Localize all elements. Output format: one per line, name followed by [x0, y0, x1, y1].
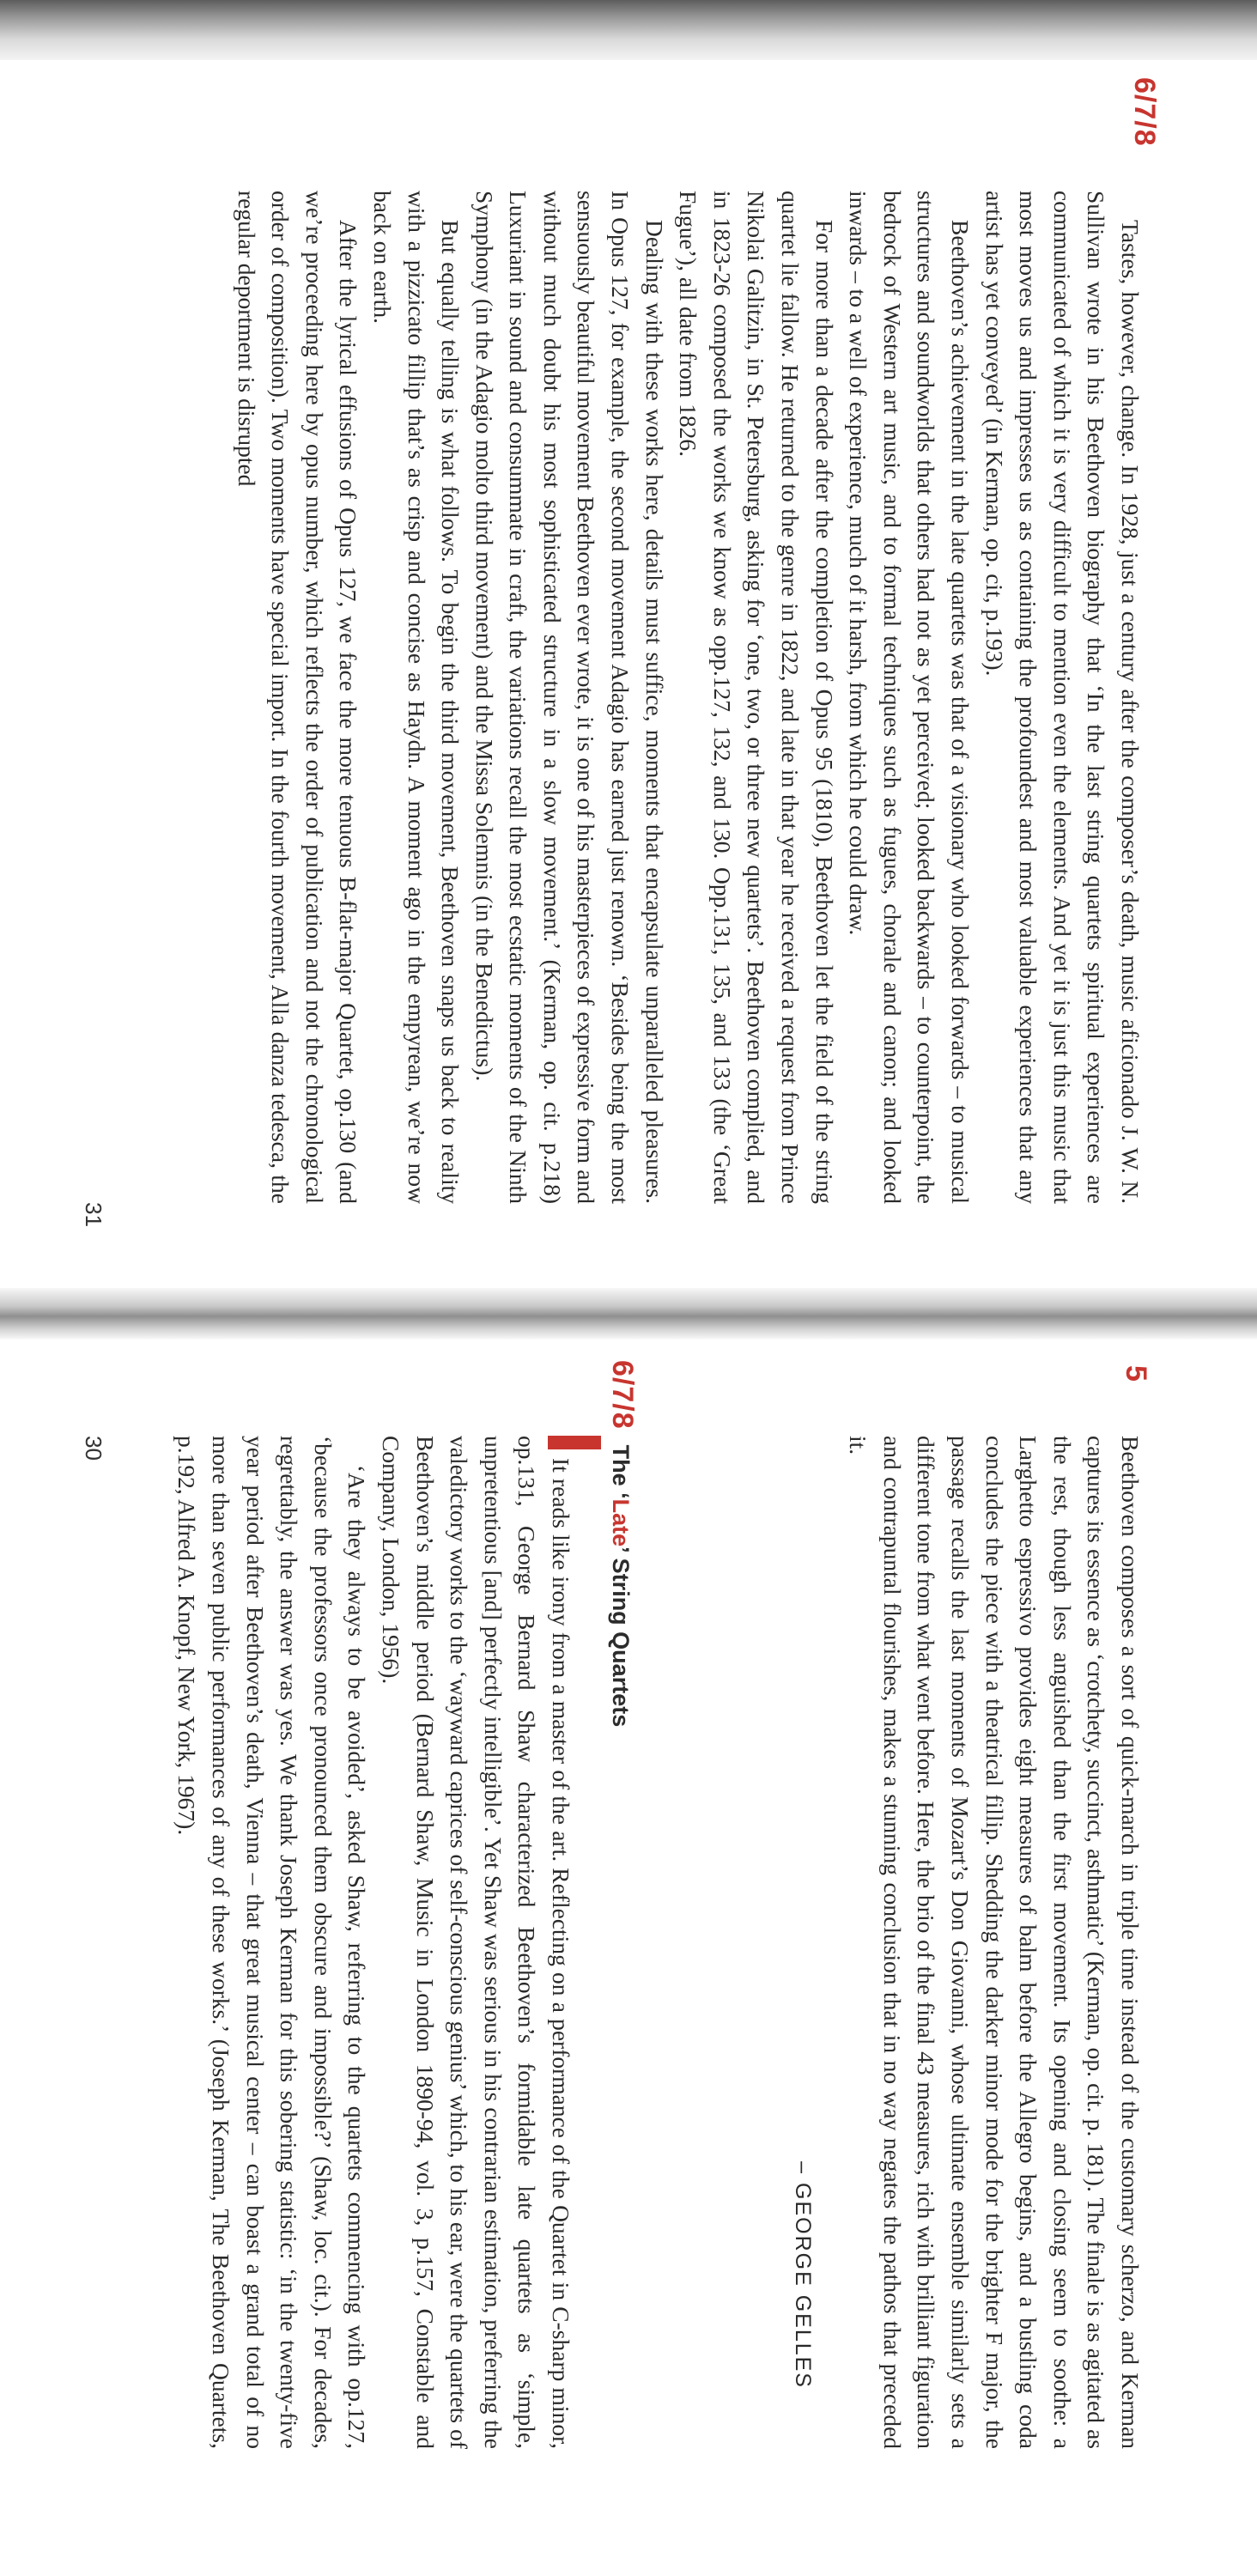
paragraph: Tastes, however, change. In 1928, just a century after the composer’s death, music aficionado J. W. N. Sullivan wrote in his Beethoven biography that ‘In the last string quartets spiritual experiences are communicated of which it is very difficult to mention even the elements. And yet it is just this music that most moves us and impresses us as containing the profoundest and most valuable experiences that any artist has yet conveyed’ (in Kerman, op. cit, p.193). [981, 191, 1144, 1204]
paragraph: But equally telling is what follows. To begin the third movement, Beethoven snaps us back to reality with a pizzicato fillip that’s as crisp and concise as Haydn. A moment ago in the empyrean, we’re now back on earth. [368, 191, 465, 1204]
section-heading-accent: Late [608, 1498, 634, 1547]
page-30 [0, 1340, 1257, 2567]
page-number: 30 [81, 1436, 106, 1461]
paragraph: Beethoven composes a sort of quick-march in triple time instead of the customary scherzo, and Kerman captures its essence as ‘crotchety, succinct, asthmatic’ (Kerman, op. cit. p. 181). The finale is as agitated as the rest, though less anguished than the first movement. Its opening and closing seem to soothe: a Larghetto espressivo provides eight measures of balm before the Allegro begins, and a bustling coda concludes the piece with a theatrical fillip. Shedding the darker minor mode for the brighter F major, the passage recalls the last moments of Mozart’s Don Giovanni, whose ultimate ensemble similarly sets a different tone from what went before. Here, the brio of the final 43 measures, rich with brilliant figuration and contrapuntal flourishes, makes a stunning conclusion that in no way negates the pathos that preceded it. [845, 1436, 1144, 2449]
paragraph: For more than a decade after the completion of Opus 95 (1810), Beethoven let the field of the string quartet lie fallow. He returned to the genre in 1822, and late in that year he received a request from Prince Nikolai Galitzin, in St. Petersburg, asking for ‘one, two, or three new quartets’. Beethoven complied, and in 1823-26 composed the works we know as opp.127, 132, and 130. Opp.131, 135, and 133 (the ‘Great Fugue’), all date from 1826. [675, 191, 838, 1204]
section-number-marker: 5 [1120, 1365, 1152, 1382]
body-column [229, 191, 1147, 1204]
paragraph-with-red-bar [373, 1436, 601, 2449]
section-heading-prefix: The ‘ [608, 1444, 634, 1499]
paragraph: After the lyrical effusions of Opus 127, we face the more tenuous B-flat-major Quartet, op.130 (and we’re proceeding here by opus number, which reflects the order of publication and not the chronological order of composition). Two moments have special import. In the fourth movement, Alla danza tedesca, the regular deportment is disrupted [233, 191, 362, 1204]
body-column-top [785, 1436, 1147, 2449]
book-gutter-shadow [0, 1288, 1257, 1340]
paragraph: Beethoven’s achievement in the late quartets was that of a visionary who looked forwards – to musical structures and soundworlds that others had not as yet perceived; looked backwards – to counterpoint, the bedrock of Western art music, and to formal techniques such as fugues, chorale and canon; and looked inwards – to a well of experience, much of it harsh, from which he could draw. [845, 191, 975, 1204]
paragraph: Dealing with these works here, details must suffice, moments that encapsulate unparalleled pleasures. In Opus 127, for example, the second movement Adagio has earned just renown. ‘Besides being the most sensuously beautiful movement Beethoven ever wrote, it is one of his masterpieces of expressive form and without much doubt his most sophisticated structure in a slow movement.’ (Kerman, op. cit. p.218) Luxuriant in sound and consummate in craft, the variations recall the most ecstatic moments of the Ninth Symphony (in the Adagio molto third movement) and the Missa Solemnis (in the Benedictus). [471, 191, 668, 1204]
section-heading-suffix: ’ String Quartets [608, 1546, 634, 1728]
red-accent-bar [548, 1436, 601, 1449]
section-heading [605, 1360, 639, 1727]
section-heading-number: 6/7/8 [606, 1360, 639, 1430]
author-signature: – GEORGE GELLES [790, 2161, 815, 2389]
paragraph-text: It reads like irony from a master of the art. Reflecting on a performance of the Quartet in C-sharp minor, op.131, George Bernard Shaw characterized Beethoven’s formidable late quartets as ‘simple, unpretentious [and] perfectly intelligible’. Yet Shaw was serious in his contrarian estimation, preferring the valedictory works to the ‘wayward caprices of self-conscious genius’ which, to his ear, were the quartets of Beethoven’s middle period (Bernard Shaw, Music in London 1890-94, vol. 3, p.157, Constable and Company, London, 1956). [378, 1436, 574, 2449]
page-31 [0, 60, 1257, 1288]
body-column-bottom [170, 1436, 601, 2449]
page-number: 31 [81, 1202, 106, 1227]
section-number-marker: 6/7/8 [1128, 77, 1161, 147]
scanner-edge-shadow [0, 0, 1257, 60]
paragraph: ‘Are they always to be avoided’, asked Shaw, referring to the quartets commencing with op.127, ‘because the professors once pronounced them obscure and impossible?’ (Shaw, loc. cit.). For decades, regrettably, the answer was yes. We thank Joseph Kerman for this sobering statistic: ‘in the twenty-five year period after Beethoven’s death, Vienna – that great musical center – can boast a grand total of no more than seven public performances of any of these works.’ (Joseph Kerman, The Beethoven Quartets, p.192, Alfred A. Knopf, New York, 1967). [173, 1436, 371, 2449]
